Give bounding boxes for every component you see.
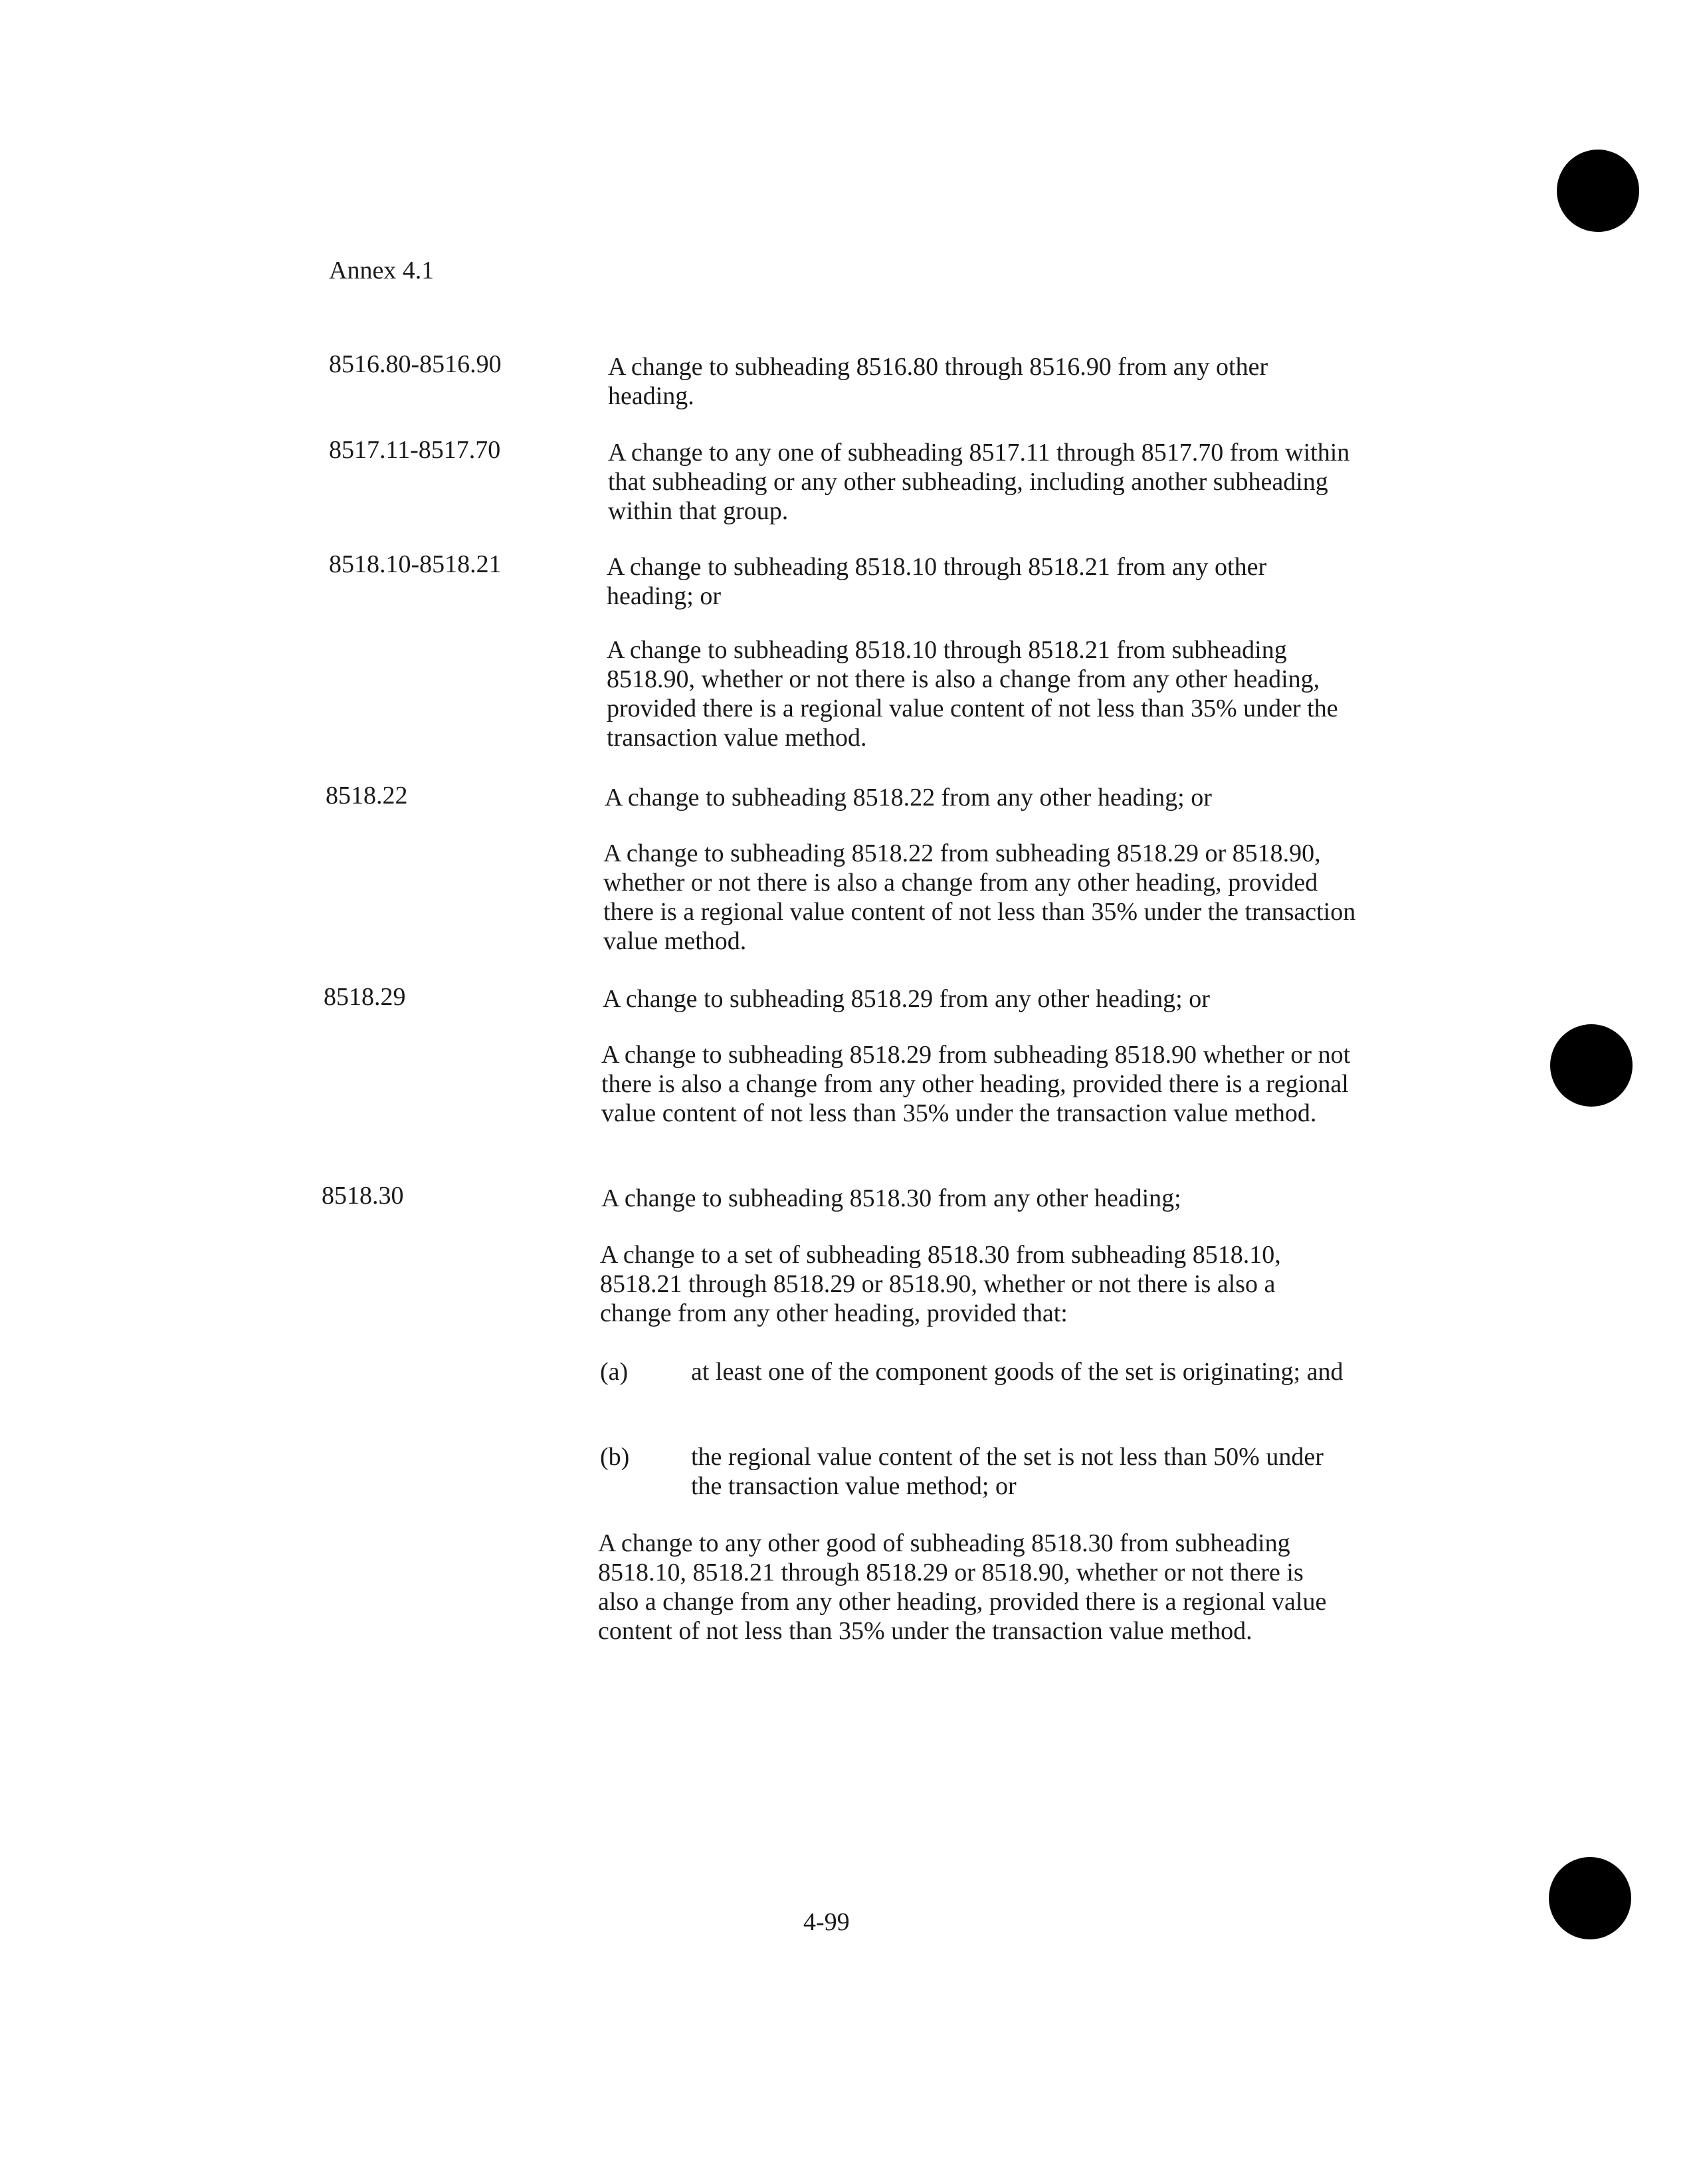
punch-hole-middle xyxy=(1550,1024,1633,1107)
rule-text: A change to subheading 8518.10 through 8518.21 from subheading 8518.90, whether or not there is also a change from any other heading, provided there is a regional value content of not less than 35% under the transaction value method. xyxy=(607,636,1338,752)
rule-code: 8516.80-8516.90 xyxy=(329,350,502,378)
annex-header: Annex 4.1 xyxy=(329,257,435,284)
rule-text: A change to subheading 8516.80 through 8516.90 from any other heading. xyxy=(608,353,1268,410)
rule-text: A change to any other good of subheading 8518.30 from subheading 8518.10, 8518.21 through 8518.29 or 8518.90, whether or not there is also a change from any other heading, provided there is a regional value content of not less than 35% under the transaction value method. xyxy=(598,1529,1327,1645)
punch-hole-bottom xyxy=(1549,1857,1631,1939)
page-number: 4-99 xyxy=(803,1908,850,1936)
list-item-text: the regional value content of the set is not less than 50% under the transaction value method; or xyxy=(691,1443,1324,1500)
rule-text: A change to any one of subheading 8517.11 through 8517.70 from within that subheading or any other subheading, including another subheading within that group. xyxy=(608,439,1350,525)
rule-code: 8517.11-8517.70 xyxy=(329,436,501,464)
rule-text: A change to subheading 8518.30 from any other heading; xyxy=(601,1184,1181,1212)
rule-text: A change to subheading 8518.29 from any other heading; or xyxy=(603,985,1210,1013)
rule-code: 8518.29 xyxy=(324,983,406,1011)
rule-text: A change to subheading 8518.29 from subheading 8518.90 whether or not there is also a change from any other heading, provided there is a regional value content of not less than 35% under the transaction value method. xyxy=(601,1041,1351,1127)
rule-code: 8518.30 xyxy=(322,1182,404,1210)
list-item-label: (b) xyxy=(600,1443,630,1471)
punch-hole-top xyxy=(1557,150,1639,232)
rule-text: A change to subheading 8518.22 from any other heading; or xyxy=(605,784,1212,812)
rule-text: A change to subheading 8518.22 from subheading 8518.29 or 8518.90, whether or not there is also a change from any other heading, provided there is a regional value content of not less than 35% under the transaction value method. xyxy=(603,839,1356,955)
rule-text: A change to subheading 8518.10 through 8518.21 from any other heading; or xyxy=(607,553,1267,610)
rule-code: 8518.10-8518.21 xyxy=(329,550,502,578)
list-item-label: (a) xyxy=(600,1358,629,1386)
rule-code: 8518.22 xyxy=(326,782,408,810)
list-item-text: at least one of the component goods of the set is originating; and xyxy=(691,1358,1344,1386)
rule-text: A change to a set of subheading 8518.30 from subheading 8518.10, 8518.21 through 8518.29 or 8518.90, whether or not there is also a change from any other heading, provided that: xyxy=(600,1241,1281,1327)
